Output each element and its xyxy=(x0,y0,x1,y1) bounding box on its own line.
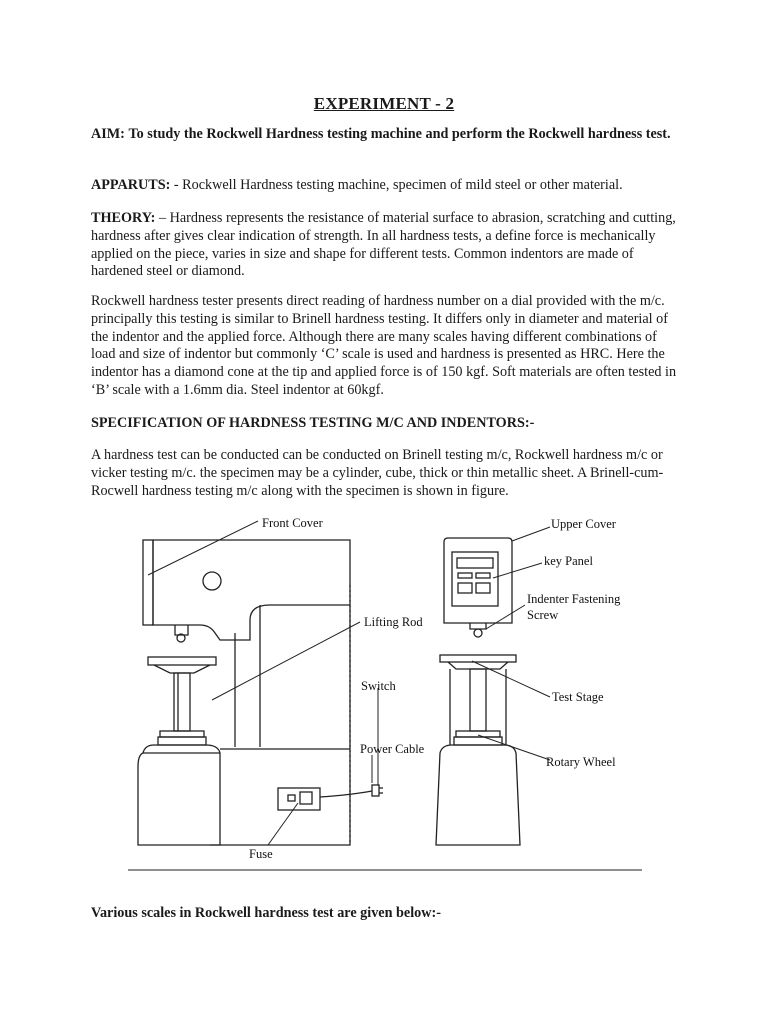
apparatus-label: APPARUTS: xyxy=(91,177,171,193)
scales-heading: Various scales in Rockwell hardness test are given below:- xyxy=(91,905,441,921)
label-key-panel: key Panel xyxy=(544,554,593,568)
hardness-tester-figure xyxy=(110,505,650,880)
specification-heading: SPECIFICATION OF HARDNESS TESTING M/C AND INDENTORS:- xyxy=(91,415,535,431)
hardness-paragraph: A hardness test can be conducted can be conducted on Brinell testing m/c, Rockwell hardness m/c or vicker testing m/c. the specimen may be a cylinder, cube, thick or thin metallic sheet. A Brinell-cum-Rocwell hardness testing m/c along with the specimen is shown in figure. xyxy=(91,447,664,499)
label-leader-lines xyxy=(148,521,550,845)
aim-text: To study the Rockwell Hardness testing machine and perform the Rockwell hardness test. xyxy=(128,126,671,142)
right-machine-drawing xyxy=(436,538,520,845)
rockwell-paragraph: Rockwell hardness tester presents direct reading of hardness number on a dial provided with the m/c. principally this testing is similar to Brinell hardness testing. It differs only in diameter and material of the indentor and the applied force. Although there are many scales having different combinations of load and size of indentor but commonly ‘C’ scale is used and hardness is presented as HRC. Here the indentor has a diamond cone at the tip and applied force is of 150 kgf. Soft materials are often tested in ‘B’ scale with a 1.6mm dia. Steel indentor at 60kgf. xyxy=(91,293,677,398)
label-switch: Switch xyxy=(361,679,396,693)
left-machine-drawing xyxy=(138,540,383,845)
label-indenter-line2: Screw xyxy=(527,608,559,622)
label-front-cover: Front Cover xyxy=(262,516,323,530)
apparatus-paragraph xyxy=(91,177,681,195)
aim-label: AIM: xyxy=(91,126,125,142)
label-indenter-line1: Indenter Fastening xyxy=(527,592,621,606)
apparatus-text: - Rockwell Hardness testing machine, specimen of mild steel or other material. xyxy=(173,177,623,193)
theory-paragraph xyxy=(91,210,681,281)
experiment-title: EXPERIMENT - 2 xyxy=(313,94,455,113)
theory-text: – Hardness represents the resistance of material surface to abrasion, scratching and cutting, hardness after gives clear indication of strength. In all hardness tests, a define force is mechanically applied on the piece, varies in size and shape for different tests. Common indentors are made of hardened steel or diamond. xyxy=(91,210,676,280)
label-power-cable: Power Cable xyxy=(360,742,425,756)
label-lifting-rod: Lifting Rod xyxy=(364,615,423,629)
theory-label: THEORY: xyxy=(91,210,156,226)
label-test-stage: Test Stage xyxy=(552,690,604,704)
label-fuse: Fuse xyxy=(249,847,273,861)
label-upper-cover: Upper Cover xyxy=(551,517,616,531)
aim-paragraph xyxy=(91,126,681,144)
label-rotary-wheel: Rotary Wheel xyxy=(546,755,616,769)
